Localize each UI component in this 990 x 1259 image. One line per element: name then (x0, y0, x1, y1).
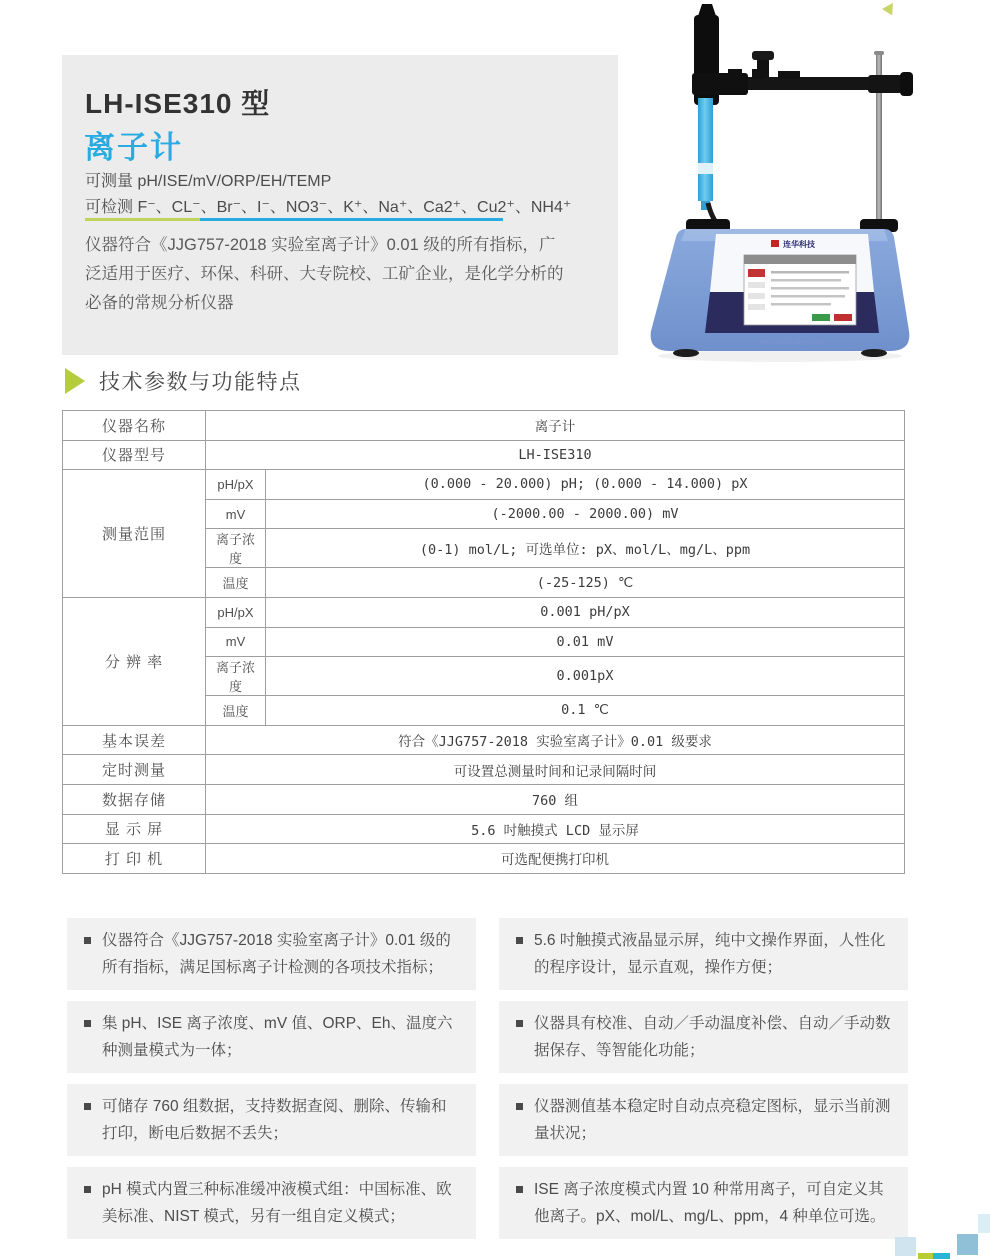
bullet-square-icon (516, 1103, 523, 1110)
bullet-square-icon (84, 1103, 91, 1110)
product-description: 仪器符合《JJG757-2018 实验室离子计》0.01 级的所有指标，广泛适用于医疗、环保、科研、大专院校、工矿企业，是化学分析的必备的常规分析仪器 (85, 236, 564, 312)
electrode-body (698, 98, 713, 201)
spec-value: 可选配便携打印机 (206, 844, 905, 874)
list-item (67, 1167, 476, 1239)
spec-label: 定时测量 (63, 755, 206, 785)
spec-label: 仪器名称 (63, 411, 206, 441)
model-title: LH-ISE310 型 (85, 88, 271, 119)
spec-sublabel: pH/pX (206, 470, 266, 500)
screen-menu-active (748, 269, 765, 277)
brand-logo-icon (771, 240, 779, 247)
table-row (63, 411, 905, 441)
rod-clamp-knob (900, 72, 913, 96)
device-foot-right (861, 349, 887, 357)
corner-square-decoration (978, 1214, 990, 1233)
spec-value: 0.001pX (266, 657, 905, 696)
list-item (499, 1167, 908, 1239)
spec-label: 分 辨 率 (63, 597, 206, 725)
screen-ok-button (812, 314, 830, 321)
spec-label: 显 示 屏 (63, 814, 206, 844)
spec-value: (-2000.00 - 2000.00) mV (266, 499, 905, 529)
website-text: www.lianhuakeji.com (759, 339, 825, 346)
spec-label: 仪器型号 (63, 440, 206, 470)
screen-text-line-5 (771, 303, 831, 306)
corner-square-decoration (895, 1237, 916, 1256)
device-foot-left (673, 349, 699, 357)
divider-green-segment (85, 218, 200, 221)
rod-clamp (868, 75, 902, 93)
list-item (67, 918, 476, 990)
spec-value: 0.01 mV (266, 627, 905, 657)
screen-titlebar (744, 255, 856, 264)
spec-value: 符合《JJG757-2018 实验室离子计》0.01 级要求 (206, 725, 905, 755)
spec-sublabel: 温度 (206, 568, 266, 598)
spec-sublabel: 离子浓度 (206, 529, 266, 568)
table-row (63, 784, 905, 814)
spec-value: (-25-125) ℃ (266, 568, 905, 598)
bullet-square-icon (84, 937, 91, 944)
table-row (63, 597, 905, 627)
feature-text: 仪器符合《JJG757-2018 实验室离子计》0.01 级的所有指标，满足国标离子计检测的各项技术指标； (102, 932, 451, 976)
arm-detail-3 (778, 71, 800, 79)
list-item (499, 1084, 908, 1156)
feature-column-right (499, 918, 908, 1239)
corner-strip-decoration (918, 1253, 933, 1259)
list-item (67, 1001, 476, 1073)
list-item (499, 1001, 908, 1073)
spec-value: 0.1 ℃ (266, 696, 905, 726)
electrode-holder-bracket (692, 73, 748, 95)
screen-cancel-button (834, 314, 852, 321)
section-title: 技术参数与功能特点 (99, 371, 302, 394)
table-row (63, 755, 905, 785)
table-row (63, 440, 905, 470)
product-photo (628, 3, 973, 368)
feature-text: 仪器具有校准、自动／手动温度补偿、自动／手动数据保存、等智能化功能； (534, 1015, 891, 1059)
brand-name: 连华科技 (783, 240, 815, 249)
table-row (63, 725, 905, 755)
screen-text-line-1 (771, 271, 849, 274)
feature-text: 集 pH、ISE 离子浓度、mV 值、ORP、Eh、温度六种测量模式为一体； (102, 1015, 453, 1059)
section-header (65, 366, 302, 396)
list-item (499, 918, 908, 990)
feature-text: 仪器测值基本稳定时自动点亮稳定图标，显示当前测量状况； (534, 1098, 891, 1142)
spec-sublabel: mV (206, 499, 266, 529)
spec-value: 5.6 吋触摸式 LCD 显示屏 (206, 814, 905, 844)
bullet-square-icon (84, 1020, 91, 1027)
feature-column-left (67, 918, 476, 1239)
spec-label: 打 印 机 (63, 844, 206, 874)
spec-label: 测量范围 (63, 470, 206, 598)
spec-value: 可设置总测量时间和记录间隔时间 (206, 755, 905, 785)
corner-square-decoration (957, 1234, 978, 1255)
table-row (63, 844, 905, 874)
arrow-right-icon (65, 368, 85, 394)
electrode-label (698, 163, 713, 174)
feature-text: 5.6 吋触摸式液晶显示屏，纯中文操作界面，人性化的程序设计，显示直观，操作方便； (534, 932, 886, 976)
rod-cap (874, 51, 884, 55)
spec-sublabel: pH/pX (206, 597, 266, 627)
bullet-square-icon (516, 1186, 523, 1193)
spec-value: LH-ISE310 (206, 440, 905, 470)
divider-blue-segment (200, 218, 503, 221)
table-row (63, 470, 905, 500)
screen-menu-item-2 (748, 293, 765, 299)
spec-value: 0.001 pH/pX (266, 597, 905, 627)
feature-text: ISE 离子浓度模式内置 10 种常用离子，可自定义其他离子。pX、mol/L、mg/L、ppm，4 种单位可选。 (534, 1181, 886, 1225)
arm-bolt-cap (752, 51, 774, 60)
bullet-square-icon (84, 1186, 91, 1193)
screen-text-line-2 (771, 279, 841, 282)
ion-meter-illustration (628, 3, 973, 368)
bullet-square-icon (516, 1020, 523, 1027)
measure-capabilities: 可测量 pH/ISE/mV/ORP/EH/TEMP (85, 173, 332, 190)
table-row (63, 814, 905, 844)
screen-text-line-4 (771, 295, 845, 298)
spec-sublabel: 离子浓度 (206, 657, 266, 696)
corner-strip-decoration (933, 1253, 950, 1259)
detect-ions: 可检测 F⁻、CL⁻、Br⁻、I⁻、NO3⁻、K⁺、Na⁺、Ca2⁺、Cu2⁺、NH4⁺ (85, 199, 572, 216)
spec-value: (0-1) mol/L; 可选单位: pX、mol/L、mg/L、ppm (266, 529, 905, 568)
spec-value: 760 组 (206, 784, 905, 814)
feature-text: pH 模式内置三种标准缓冲液模式组：中国标准、欧美标准、NIST 模式，另有一组自定义模式； (102, 1181, 452, 1225)
screen-text-line-3 (771, 287, 849, 290)
spec-sublabel: 温度 (206, 696, 266, 726)
list-item (67, 1084, 476, 1156)
product-name: 离子计 (84, 130, 183, 165)
spec-label: 数据存储 (63, 784, 206, 814)
spec-value: 离子计 (206, 411, 905, 441)
screen-menu-item-3 (748, 304, 765, 310)
spec-label: 基本误差 (63, 725, 206, 755)
screen-menu-item-1 (748, 282, 765, 288)
feature-list (67, 918, 908, 1239)
spec-sublabel: mV (206, 627, 266, 657)
feature-text: 可储存 760 组数据，支持数据查阅、删除、传输和打印，断电后数据不丢失； (102, 1098, 447, 1142)
spec-value: (0.000 - 20.000) pH; (0.000 - 14.000) pX (266, 470, 905, 500)
spec-table (62, 410, 905, 874)
divider (85, 218, 503, 221)
bullet-square-icon (516, 937, 523, 944)
